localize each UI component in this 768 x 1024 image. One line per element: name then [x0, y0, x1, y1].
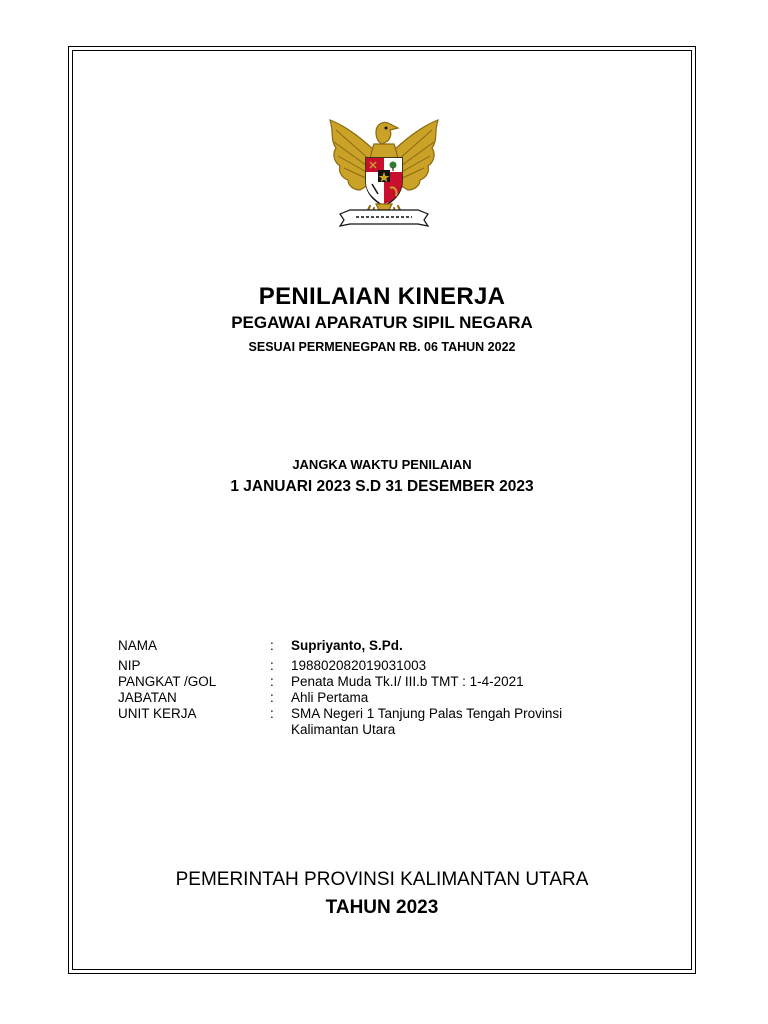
garuda-emblem-icon — [326, 110, 442, 238]
info-row-nip — [118, 658, 621, 674]
regulation-reference: SESUAI PERMENEGPAN RB. 06 TAHUN 2022 — [248, 340, 516, 354]
info-row-position — [118, 690, 621, 706]
position-label: JABATAN — [118, 690, 177, 705]
position-separator: : — [270, 690, 274, 705]
nip-separator: : — [270, 658, 274, 673]
info-row-rank — [118, 674, 621, 690]
info-row-name — [118, 638, 621, 654]
unit-separator: : — [270, 706, 274, 721]
document-year: TAHUN 2023 — [325, 897, 439, 918]
unit-value: SMA Negeri 1 Tanjung Palas Tengah Provinsi Kalimantan Utara — [291, 706, 563, 737]
unit-label: UNIT KERJA — [118, 706, 197, 721]
name-separator: : — [270, 638, 274, 653]
government-name: PEMERINTAH PROVINSI KALIMANTAN UTARA — [175, 869, 589, 890]
name-label: NAMA — [118, 638, 158, 653]
nip-label: NIP — [118, 658, 141, 673]
assessment-period-label: JANGKA WAKTU PENILAIAN — [292, 457, 472, 472]
rank-separator: : — [270, 674, 274, 689]
nip-value: 198802082019031003 — [291, 658, 427, 673]
position-value: Ahli Pertama — [291, 690, 369, 705]
rank-value: Penata Muda Tk.I/ III.b TMT : 1-4-2021 — [291, 674, 524, 689]
document-title: PENILAIAN KINERJA — [258, 283, 506, 310]
rank-label: PANGKAT /GOL — [118, 674, 217, 689]
name-value: Supriyanto, S.Pd. — [291, 638, 403, 653]
info-row-unit — [118, 706, 621, 738]
document-subtitle: PEGAWAI APARATUR SIPIL NEGARA — [231, 313, 533, 332]
employee-info-table — [118, 638, 621, 738]
assessment-period-range: 1 JANUARI 2023 S.D 31 DESEMBER 2023 — [230, 478, 534, 495]
